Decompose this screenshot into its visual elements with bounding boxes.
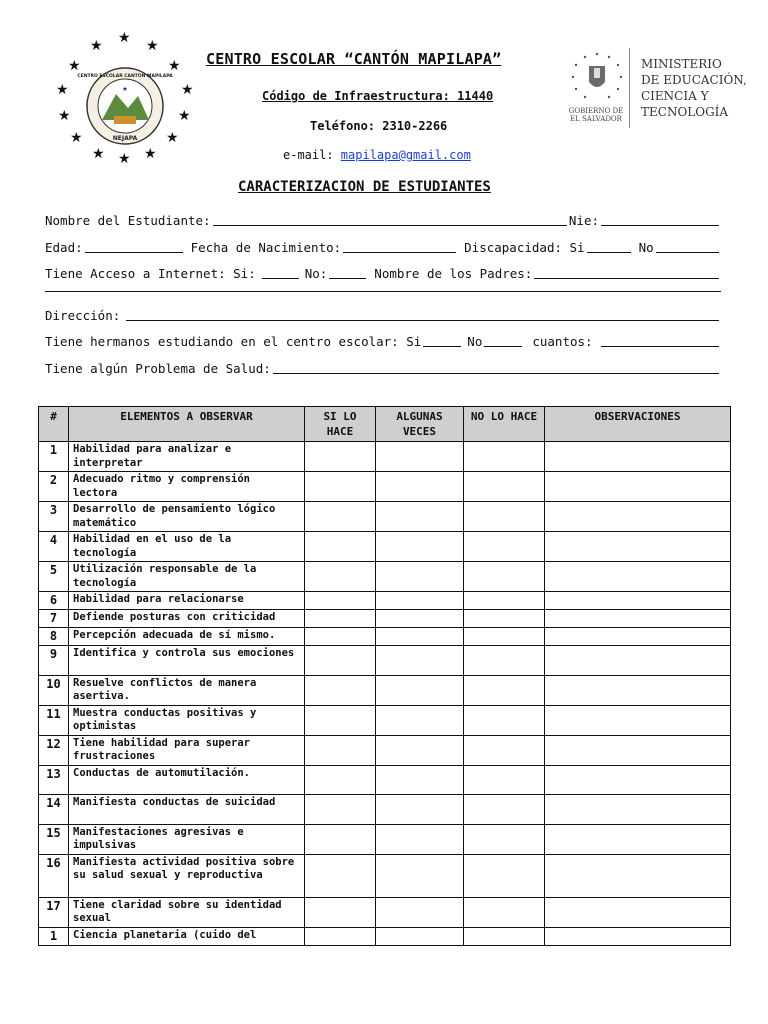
cell-no[interactable] (464, 675, 545, 705)
birthdate-label: Fecha de Nacimiento: (190, 239, 342, 255)
row-element: Habilidad para relacionarse (69, 592, 305, 610)
school-logo-bottom-text: NEJAPA (112, 135, 138, 142)
cell-no[interactable] (464, 824, 545, 854)
siblings-yes-label: Tiene hermanos estudiando en el centro escolar: Si (45, 334, 422, 349)
row-number: 3 (39, 502, 69, 532)
row-number: 1 (39, 442, 69, 472)
table-row (39, 628, 731, 646)
cell-sometimes[interactable] (376, 795, 464, 825)
cell-yes[interactable] (305, 854, 376, 897)
row-number: 4 (39, 532, 69, 562)
cell-no[interactable] (464, 628, 545, 646)
disability-no-field[interactable] (656, 240, 719, 253)
row-number: 13 (39, 765, 69, 795)
table-row (39, 442, 731, 472)
cell-no[interactable] (464, 854, 545, 897)
cell-observations[interactable] (545, 705, 731, 735)
table-row (39, 795, 731, 825)
svg-text:★: ★ (166, 130, 179, 146)
svg-text:★: ★ (118, 151, 131, 167)
parents-field-continued[interactable] (45, 291, 721, 292)
cell-yes[interactable] (305, 927, 376, 945)
row-element: Desarrollo de pensamiento lógico matemático (69, 502, 305, 532)
svg-text:★: ★ (70, 130, 83, 146)
siblings-count-field[interactable] (601, 334, 719, 347)
cell-yes[interactable] (305, 442, 376, 472)
column-header-observations: OBSERVACIONES (545, 407, 731, 442)
table-row (39, 854, 731, 897)
cell-yes[interactable] (305, 610, 376, 628)
ministry-line: DE EDUCACIÓN, (641, 73, 747, 87)
svg-text:★: ★ (58, 108, 71, 124)
siblings-no-label: No (467, 334, 483, 349)
row-number: 5 (39, 562, 69, 592)
svg-text:★: ★ (178, 108, 191, 124)
row-element: Habilidad para analizar e interpretar (69, 442, 305, 472)
cell-yes[interactable] (305, 824, 376, 854)
cell-no[interactable] (464, 735, 545, 765)
disability-no-label: No (638, 239, 654, 255)
svg-text:★: ★ (92, 146, 105, 162)
email-line (283, 148, 471, 162)
table-row (39, 610, 731, 628)
table-row (39, 765, 731, 795)
form-row-age (45, 238, 721, 255)
health-field[interactable] (273, 361, 719, 374)
table-header-row (39, 407, 731, 442)
column-header-elements: ELEMENTOS A OBSERVAR (69, 407, 305, 442)
svg-text:★: ★ (122, 84, 128, 94)
svg-text:★: ★ (68, 58, 81, 74)
cell-sometimes[interactable] (376, 854, 464, 897)
row-number: 6 (39, 592, 69, 610)
health-label: Tiene algún Problema de Salud: (45, 360, 271, 376)
row-number: 12 (39, 735, 69, 765)
ministry-line: TECNOLOGÍA (641, 105, 729, 119)
cell-sometimes[interactable] (376, 675, 464, 705)
cell-no[interactable] (464, 592, 545, 610)
svg-text:★: ★ (56, 82, 69, 98)
disability-yes-field[interactable] (587, 240, 631, 253)
email-link[interactable]: mapilapa@gmail.com (340, 148, 471, 162)
siblings-no-field[interactable] (484, 334, 522, 347)
form-row-address (45, 306, 721, 323)
row-number: 8 (39, 628, 69, 646)
cell-yes[interactable] (305, 675, 376, 705)
cell-observations[interactable] (545, 765, 731, 795)
cell-observations[interactable] (545, 532, 731, 562)
address-label: Dirección: (45, 307, 121, 323)
row-number: 7 (39, 610, 69, 628)
cell-sometimes[interactable] (376, 610, 464, 628)
table-row (39, 705, 731, 735)
row-number: 17 (39, 897, 69, 927)
nie-field[interactable] (601, 213, 719, 226)
ministry-line: CIENCIA Y (641, 89, 709, 103)
table-row (39, 502, 731, 532)
email-label: e-mail: (283, 148, 341, 162)
table-row (39, 472, 731, 502)
form-row-health (45, 359, 721, 376)
ministry-line: MINISTERIO (641, 57, 722, 71)
table-row (39, 735, 731, 765)
row-number: 9 (39, 646, 69, 676)
cell-sometimes[interactable] (376, 735, 464, 765)
cell-yes[interactable] (305, 502, 376, 532)
cell-observations[interactable] (545, 610, 731, 628)
cell-yes[interactable] (305, 592, 376, 610)
column-header-sometimes: ALGUNAS VECES (376, 407, 464, 442)
row-number: 10 (39, 675, 69, 705)
observation-table (38, 406, 731, 946)
cell-no[interactable] (464, 562, 545, 592)
cell-sometimes[interactable] (376, 897, 464, 927)
nie-label: Nie: (568, 213, 599, 228)
cell-sometimes[interactable] (376, 765, 464, 795)
student-name-field[interactable] (213, 213, 567, 226)
row-element: Identifica y controla sus emociones (69, 646, 305, 676)
school-logo (48, 28, 198, 168)
svg-text:★: ★ (181, 82, 194, 98)
cell-no[interactable] (464, 927, 545, 945)
address-field[interactable] (126, 308, 719, 321)
logo-divider (629, 48, 630, 128)
cell-sometimes[interactable] (376, 628, 464, 646)
row-element: Manifestaciones agresivas e impulsivas (69, 824, 305, 854)
parents-field[interactable] (534, 266, 719, 279)
table-row (39, 927, 731, 945)
cell-observations[interactable] (545, 675, 731, 705)
ministry-name (641, 56, 747, 120)
cell-no[interactable] (464, 765, 545, 795)
cell-yes[interactable] (305, 628, 376, 646)
cell-observations[interactable] (545, 592, 731, 610)
cell-observations[interactable] (545, 442, 731, 472)
table-row (39, 897, 731, 927)
cell-yes[interactable] (305, 472, 376, 502)
row-element: Tiene claridad sobre su identidad sexual (69, 897, 305, 927)
government-text: GOBIERNO DE EL SALVADOR (568, 107, 624, 123)
cell-observations[interactable] (545, 472, 731, 502)
table-row (39, 646, 731, 676)
svg-text:★: ★ (90, 38, 103, 54)
cell-observations[interactable] (545, 854, 731, 897)
cell-observations[interactable] (545, 646, 731, 676)
internet-no-field[interactable] (329, 266, 366, 279)
row-number: 15 (39, 824, 69, 854)
row-number: 16 (39, 854, 69, 897)
school-logo-top-text: CENTRO ESCOLAR CANTÓN MAPILAPA (77, 74, 173, 79)
row-element: Conductas de automutilación. (69, 765, 305, 795)
svg-text:★: ★ (118, 30, 131, 46)
cell-sometimes[interactable] (376, 442, 464, 472)
school-name: CENTRO ESCOLAR “CANTÓN MAPILAPA” (206, 50, 502, 68)
internet-yes-label: Tiene Acceso a Internet: Si: (45, 266, 256, 281)
disability-yes-label: Discapacidad: Si (464, 239, 585, 255)
cell-sometimes[interactable] (376, 646, 464, 676)
parents-label: Nombre de los Padres: (374, 266, 533, 281)
cell-no[interactable] (464, 610, 545, 628)
cell-sometimes[interactable] (376, 927, 464, 945)
cell-sometimes[interactable] (376, 562, 464, 592)
cell-sometimes[interactable] (376, 472, 464, 502)
svg-text:★: ★ (144, 146, 157, 162)
column-header-number: # (39, 407, 69, 442)
internet-yes-field[interactable] (262, 266, 299, 279)
siblings-yes-field[interactable] (423, 334, 461, 347)
cell-sometimes[interactable] (376, 592, 464, 610)
student-form (45, 211, 721, 385)
table-row (39, 592, 731, 610)
cell-sometimes[interactable] (376, 532, 464, 562)
row-element: Manifiesta actividad positiva sobre su salud sexual y reproductiva (69, 854, 305, 897)
table-row (39, 675, 731, 705)
cell-no[interactable] (464, 705, 545, 735)
cell-observations[interactable] (545, 824, 731, 854)
row-element: Defiende posturas con criticidad (69, 610, 305, 628)
cell-observations[interactable] (545, 628, 731, 646)
cell-yes[interactable] (305, 765, 376, 795)
cell-no[interactable] (464, 897, 545, 927)
cell-yes[interactable] (305, 646, 376, 676)
row-element: Muestra conductas positivas y optimistas (69, 705, 305, 735)
cell-observations[interactable] (545, 927, 731, 945)
row-element: Habilidad en el uso de la tecnología (69, 532, 305, 562)
internet-no-label: No: (304, 266, 328, 281)
cell-yes[interactable] (305, 897, 376, 927)
infrastructure-code: Código de Infraestructura: 11440 (262, 89, 494, 103)
cell-no[interactable] (464, 442, 545, 472)
phone: Teléfono: 2310-2266 (310, 119, 448, 133)
table-row (39, 824, 731, 854)
cell-no[interactable] (464, 502, 545, 532)
cell-no[interactable] (464, 472, 545, 502)
cell-observations[interactable] (545, 795, 731, 825)
cell-sometimes[interactable] (376, 705, 464, 735)
form-row-siblings (45, 332, 721, 349)
row-element: Tiene habilidad para superar frustraciones (69, 735, 305, 765)
form-row-name (45, 211, 721, 228)
siblings-count-label: cuantos: (532, 334, 593, 349)
svg-text:★: ★ (168, 58, 181, 74)
row-number: 1 (39, 927, 69, 945)
svg-text:★: ★ (146, 38, 159, 54)
cell-no[interactable] (464, 532, 545, 562)
cell-no[interactable] (464, 795, 545, 825)
cell-sometimes[interactable] (376, 502, 464, 532)
column-header-no: NO LO HACE (464, 407, 545, 442)
form-row-internet (45, 264, 721, 281)
row-element: Percepción adecuada de sí mismo. (69, 628, 305, 646)
cell-yes[interactable] (305, 562, 376, 592)
cell-observations[interactable] (545, 897, 731, 927)
table-row (39, 562, 731, 592)
age-label: Edad: (45, 239, 83, 255)
row-element: Manifiesta conductas de suicidad (69, 795, 305, 825)
cell-no[interactable] (464, 646, 545, 676)
row-element: Ciencia planetaria (cuido del (69, 927, 305, 945)
age-field[interactable] (85, 240, 183, 253)
cell-observations[interactable] (545, 735, 731, 765)
row-number: 11 (39, 705, 69, 735)
column-header-yes: SI LO HACE (305, 407, 376, 442)
cell-yes[interactable] (305, 795, 376, 825)
row-element: Resuelve conflictos de manera asertiva. (69, 675, 305, 705)
cell-yes[interactable] (305, 532, 376, 562)
cell-yes[interactable] (305, 705, 376, 735)
row-number: 2 (39, 472, 69, 502)
row-number: 14 (39, 795, 69, 825)
cell-sometimes[interactable] (376, 824, 464, 854)
document-title: CARACTERIZACION DE ESTUDIANTES (238, 179, 491, 195)
cell-yes[interactable] (305, 735, 376, 765)
table-row (39, 532, 731, 562)
student-name-label: Nombre del Estudiante: (45, 213, 211, 228)
row-element: Adecuado ritmo y comprensión lectora (69, 472, 305, 502)
cell-observations[interactable] (545, 502, 731, 532)
cell-observations[interactable] (545, 562, 731, 592)
row-element: Utilización responsable de la tecnología (69, 562, 305, 592)
birthdate-field[interactable] (343, 240, 456, 253)
